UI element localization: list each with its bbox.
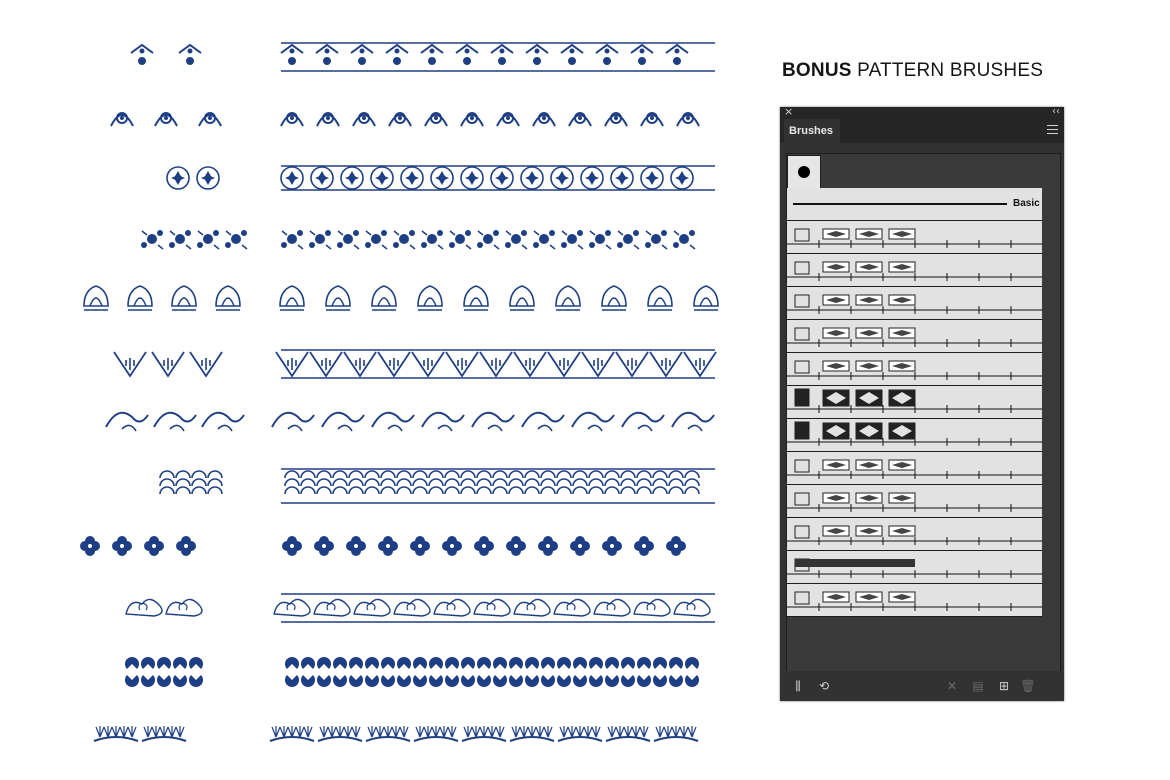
brush-row-small-flower[interactable] [787, 320, 1043, 353]
brush-preview-floral-block [787, 287, 1043, 319]
pattern-sample-circle-quatrefoil [167, 167, 219, 189]
brush-row-floral-block[interactable] [787, 287, 1043, 320]
brush-row-mini-dots[interactable] [787, 584, 1043, 617]
pattern-band-circle-quatrefoil [281, 166, 715, 190]
pattern-sample-fish-scale [160, 466, 222, 506]
pattern-sample-auspicious-cloud [126, 599, 202, 616]
brush-preview-cloud-box [787, 452, 1043, 484]
brush-preview-lozenge [787, 353, 1043, 385]
pattern-band-pine-needle [270, 726, 698, 741]
panel-bottom-toolbar [780, 671, 1064, 701]
pattern-sample-checker-scale [124, 657, 204, 687]
brush-preview-mini-dots [787, 584, 1043, 616]
brush-preview-small-flower [787, 320, 1043, 352]
brush-row-circle-ring[interactable] [787, 254, 1043, 287]
brush-preview-scale-dark [787, 419, 1043, 451]
delete-brush-icon[interactable]: 🗑 [1020, 679, 1036, 693]
brush-preview-wave-curl [787, 518, 1043, 550]
brush-row-scale-dark[interactable] [787, 419, 1043, 452]
collapse-icon[interactable]: ‹‹ [1052, 106, 1060, 117]
pattern-band-triangle-trident [276, 350, 716, 378]
pattern-sample-lotus [84, 286, 240, 310]
panel-menu-icon[interactable] [1047, 125, 1058, 137]
round-brush-swatch[interactable] [787, 155, 821, 189]
brush-preview-zigzag-diamond [787, 221, 1043, 253]
bonus-heading [782, 60, 1043, 82]
brush-preview-dense-square [787, 386, 1043, 418]
remove-brush-stroke-icon[interactable]: ✕ [946, 679, 958, 693]
pattern-band-checker-scale [284, 657, 700, 687]
brush-rows [787, 188, 1043, 617]
pattern-sample-ornate-scroll [111, 113, 221, 126]
brush-preview-circle-ring [787, 254, 1043, 286]
pattern-sample-quatrefoil-spot [80, 536, 196, 556]
round-brush-dot-icon [798, 166, 810, 178]
panel-tabbar [780, 119, 1064, 143]
brush-row-pine-band[interactable] [787, 551, 1043, 584]
panel-titlebar[interactable] [780, 107, 1064, 119]
pattern-band-phoenix-wave [272, 413, 714, 431]
pattern-band-fish-scale [281, 469, 715, 503]
pattern-sample-phoenix-wave [106, 413, 244, 431]
brush-row-lozenge[interactable] [787, 353, 1043, 386]
close-icon[interactable]: × [784, 105, 794, 118]
brush-row-zigzag-diamond[interactable] [787, 221, 1043, 254]
brush-list[interactable] [786, 153, 1061, 673]
libraries-panel-icon[interactable]: ⟲ [818, 679, 830, 693]
brush-row-cloud-box[interactable] [787, 452, 1043, 485]
new-brush-icon[interactable]: ⊞ [998, 679, 1010, 693]
pattern-band-dense-floral [281, 230, 695, 249]
pattern-sample-triangle-trident [114, 352, 222, 376]
tab-brushes[interactable]: Brushes [784, 119, 840, 143]
pattern-band-auspicious-cloud [274, 594, 715, 622]
basic-stroke-preview [793, 203, 1007, 205]
brush-preview-trefoil [787, 485, 1043, 517]
brush-row-trefoil[interactable] [787, 485, 1043, 518]
pattern-band-quatrefoil-spot [282, 536, 686, 556]
brush-row-dense-square[interactable] [787, 386, 1043, 419]
pattern-sample-lattice-drop [131, 45, 201, 65]
list-scrollbar[interactable] [1042, 154, 1060, 672]
brush-libraries-icon[interactable]: ⫼ [795, 679, 801, 693]
basic-brush-row[interactable] [787, 188, 1043, 221]
basic-brush-label: Basic [1013, 198, 1040, 209]
brush-row-wave-curl[interactable] [787, 518, 1043, 551]
pattern-sample-dense-floral [141, 230, 247, 249]
pattern-band-ornate-scroll [281, 113, 699, 126]
brush-options-icon[interactable]: ▤ [972, 679, 984, 693]
pattern-band-lotus [280, 286, 718, 310]
brush-preview-pine-band [787, 551, 1043, 583]
pattern-sample-pine-needle [94, 726, 186, 741]
heading-rest: PATTERN BRUSHES [851, 60, 1044, 81]
brushes-panel [780, 107, 1064, 701]
pattern-band-lattice-drop [281, 43, 715, 71]
heading-bold: BONUS [782, 60, 852, 81]
